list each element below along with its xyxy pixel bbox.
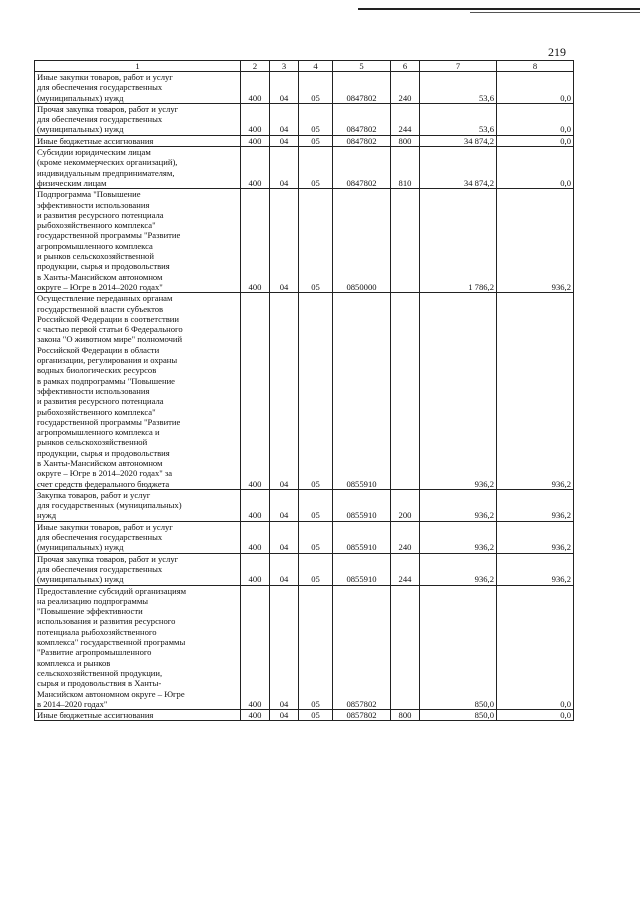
row-value-8: 0,0	[497, 585, 574, 710]
row-value-8: 0,0	[497, 135, 574, 146]
row-code-4: 05	[299, 710, 333, 721]
table-row	[35, 521, 574, 553]
row-value-7: 1 786,2	[420, 189, 497, 293]
header-cell: 3	[270, 61, 299, 72]
row-value-8: 936,2	[497, 489, 574, 521]
row-code-6	[391, 585, 420, 710]
row-code-2: 400	[241, 189, 270, 293]
row-code-2: 400	[241, 103, 270, 135]
row-code-4: 05	[299, 135, 333, 146]
row-name: Прочая закупка товаров, работ и услуг для обеспечения государственных (муниципальных) нужд	[35, 103, 241, 135]
row-name: Прочая закупка товаров, работ и услуг для обеспечения государственных (муниципальных) нужд	[35, 553, 241, 585]
table-header-row	[35, 61, 574, 72]
header-cell: 4	[299, 61, 333, 72]
row-value-8: 936,2	[497, 293, 574, 490]
header-cell: 5	[333, 61, 391, 72]
row-code-4: 05	[299, 189, 333, 293]
row-code-2: 400	[241, 553, 270, 585]
table-row	[35, 710, 574, 721]
row-value-7: 936,2	[420, 489, 497, 521]
row-code-4: 05	[299, 72, 333, 104]
table-row	[35, 72, 574, 104]
row-code-6: 240	[391, 72, 420, 104]
header-cell: 6	[391, 61, 420, 72]
row-code-5: 0855910	[333, 489, 391, 521]
row-code-4: 05	[299, 147, 333, 189]
row-value-8: 936,2	[497, 521, 574, 553]
row-code-6: 800	[391, 135, 420, 146]
row-code-2: 400	[241, 521, 270, 553]
header-cell: 1	[35, 61, 241, 72]
row-value-7: 34 874,2	[420, 147, 497, 189]
row-name: Предоставление субсидий организациям на реализацию подпрограммы "Повышение эффективности использования и развития ресурсного потенциала рыбохозяйственного комплекса" государственной программы "Развитие агропромышленного комплекса и рынков сельскохозяйственной продукции, сырья и продовольствия в Ханты- Мансийском автономном округе – Югре в 2014–2020 годах"	[35, 585, 241, 710]
row-code-2: 400	[241, 72, 270, 104]
row-name: Субсидии юридическим лицам (кроме некоммерческих организаций), индивидуальным предпринимателям, физическим лицам	[35, 147, 241, 189]
row-value-8: 936,2	[497, 189, 574, 293]
row-code-6: 244	[391, 103, 420, 135]
row-code-3: 04	[270, 135, 299, 146]
table-row	[35, 553, 574, 585]
row-code-3: 04	[270, 147, 299, 189]
row-name: Иные закупки товаров, работ и услуг для обеспечения государственных (муниципальных) нужд	[35, 521, 241, 553]
row-code-2: 400	[241, 585, 270, 710]
top-rule	[358, 8, 640, 10]
row-code-5: 0857802	[333, 710, 391, 721]
row-name: Закупка товаров, работ и услуг для государственных (муниципальных) нужд	[35, 489, 241, 521]
row-value-7: 936,2	[420, 521, 497, 553]
row-code-5: 0847802	[333, 103, 391, 135]
row-code-6	[391, 293, 420, 490]
row-code-3: 04	[270, 72, 299, 104]
row-value-7: 34 874,2	[420, 135, 497, 146]
row-code-4: 05	[299, 103, 333, 135]
row-code-2: 400	[241, 293, 270, 490]
header-cell: 2	[241, 61, 270, 72]
row-code-3: 04	[270, 710, 299, 721]
row-code-2: 400	[241, 135, 270, 146]
row-name: Иные бюджетные ассигнования	[35, 135, 241, 146]
row-code-5: 0857802	[333, 585, 391, 710]
row-code-5: 0847802	[333, 135, 391, 146]
row-code-4: 05	[299, 553, 333, 585]
row-code-5: 0847802	[333, 147, 391, 189]
row-code-6	[391, 189, 420, 293]
row-code-3: 04	[270, 585, 299, 710]
row-code-3: 04	[270, 553, 299, 585]
row-value-7: 936,2	[420, 553, 497, 585]
page-number: 219	[548, 45, 566, 59]
row-value-7: 53,6	[420, 103, 497, 135]
row-name: Подпрограмма "Повышение эффективности использования и развития ресурсного потенциала рыбохозяйственного комплекса" государственной программы "Развитие агропромышленного комплекса и рынков сельскохозяйственной продукции, сырья и продовольствия в Ханты-Мансийском автономном округе – Югре в 2014–2020 годах"	[35, 189, 241, 293]
row-code-5: 0847802	[333, 72, 391, 104]
table-row	[35, 189, 574, 293]
row-value-7: 850,0	[420, 585, 497, 710]
row-code-6: 810	[391, 147, 420, 189]
row-code-5: 0855910	[333, 553, 391, 585]
header-cell: 7	[420, 61, 497, 72]
row-code-4: 05	[299, 521, 333, 553]
row-code-6: 200	[391, 489, 420, 521]
table-row	[35, 147, 574, 189]
row-value-8: 0,0	[497, 710, 574, 721]
row-code-3: 04	[270, 521, 299, 553]
row-code-3: 04	[270, 103, 299, 135]
row-code-2: 400	[241, 710, 270, 721]
table-row	[35, 585, 574, 710]
row-code-6: 244	[391, 553, 420, 585]
row-code-4: 05	[299, 293, 333, 490]
row-value-7: 850,0	[420, 710, 497, 721]
row-value-8: 0,0	[497, 72, 574, 104]
row-name: Осуществление переданных органам государственной власти субъектов Российской Федерации в соответствии с частью первой статьи 6 Федерального закона "О животном мире" полномочий Российской Федерации в области организации, регулирования и охраны водных биологических ресурсов в рамках подпрограммы "Повышение эффективности использования и развития ресурсного потенциала рыбохозяйственного комплекса" государственной программы "Развитие агропромышленного комплекса и рынков сельскохозяйственной продукции, сырья и продовольствия в Ханты-Мансийском автономном округе – Югре в 2014–2020 годах" за счет средств федерального бюджета	[35, 293, 241, 490]
row-code-2: 400	[241, 147, 270, 189]
row-value-8: 936,2	[497, 553, 574, 585]
row-code-5: 0855910	[333, 293, 391, 490]
row-code-3: 04	[270, 293, 299, 490]
table-row	[35, 293, 574, 490]
row-code-6: 800	[391, 710, 420, 721]
row-value-7: 53,6	[420, 72, 497, 104]
row-name: Иные закупки товаров, работ и услуг для обеспечения государственных (муниципальных) нужд	[35, 72, 241, 104]
header-cell: 8	[497, 61, 574, 72]
top-rule-secondary	[470, 12, 640, 13]
row-value-8: 0,0	[497, 103, 574, 135]
row-code-4: 05	[299, 489, 333, 521]
row-code-5: 0855910	[333, 521, 391, 553]
budget-table	[34, 60, 574, 721]
table-row	[35, 135, 574, 146]
row-value-7: 936,2	[420, 293, 497, 490]
row-value-8: 0,0	[497, 147, 574, 189]
row-code-3: 04	[270, 489, 299, 521]
row-code-2: 400	[241, 489, 270, 521]
row-code-4: 05	[299, 585, 333, 710]
row-code-6: 240	[391, 521, 420, 553]
row-name: Иные бюджетные ассигнования	[35, 710, 241, 721]
row-code-5: 0850000	[333, 189, 391, 293]
row-code-3: 04	[270, 189, 299, 293]
table-row	[35, 489, 574, 521]
table-row	[35, 103, 574, 135]
